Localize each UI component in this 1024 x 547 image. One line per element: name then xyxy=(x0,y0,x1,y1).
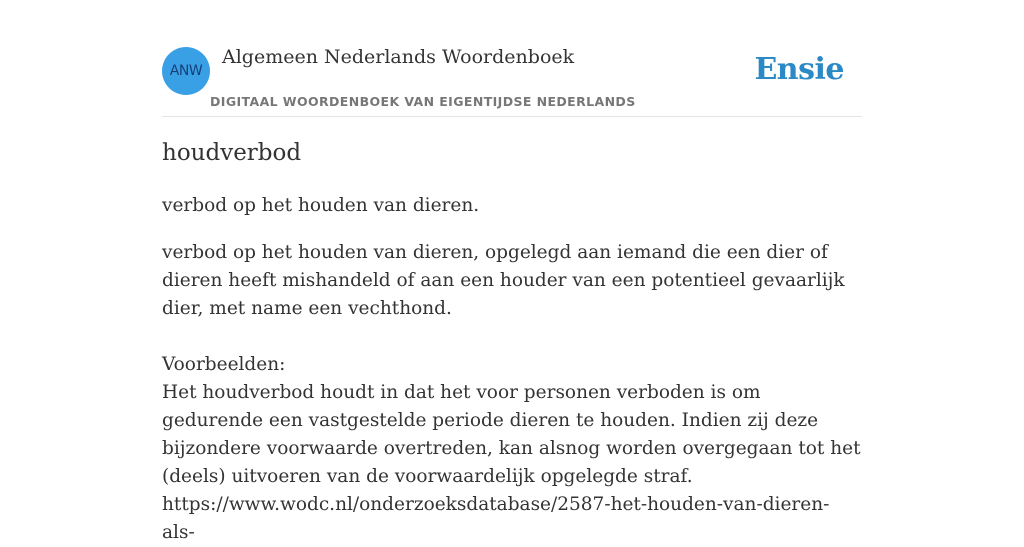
example-source-link[interactable]: https://www.wodc.nl/onderzoeksdatabase/2587-het-houden-van-dieren-als- xyxy=(162,494,830,543)
site-title[interactable]: Algemeen Nederlands Woordenboek xyxy=(222,46,575,68)
example-text: Het houdverbod houdt in dat het voor personen verboden is om gedurende een vastgestelde periode dieren te houden. Indien zij deze bijzondere voorwaarde overtreden, kan alsnog worden overgegaan tot het (deels) uitvoeren van de voorwaardelijk opgelegde straf. xyxy=(162,382,861,487)
site-subtitle: DIGITAAL WOORDENBOEK VAN EIGENTIJDSE NEDERLANDS xyxy=(210,94,636,109)
page xyxy=(162,0,862,543)
examples-label: Voorbeelden: xyxy=(162,354,286,375)
ensie-brand-logo[interactable]: Ensie xyxy=(754,52,844,87)
long-definition: verbod op het houden van dieren, opgelegd aan iemand die een dier of dieren heeft mishandeld of aan een houder van een potentieel gevaarlijk dier, met name een vechthond. xyxy=(162,242,845,319)
entry-word: houdverbod xyxy=(162,140,302,166)
logo-text: ANW xyxy=(169,63,203,79)
long-definition-block xyxy=(162,239,862,547)
short-definition: verbod op het houden van dieren. xyxy=(162,195,480,216)
anw-logo[interactable] xyxy=(162,47,210,95)
site-header xyxy=(162,0,862,117)
